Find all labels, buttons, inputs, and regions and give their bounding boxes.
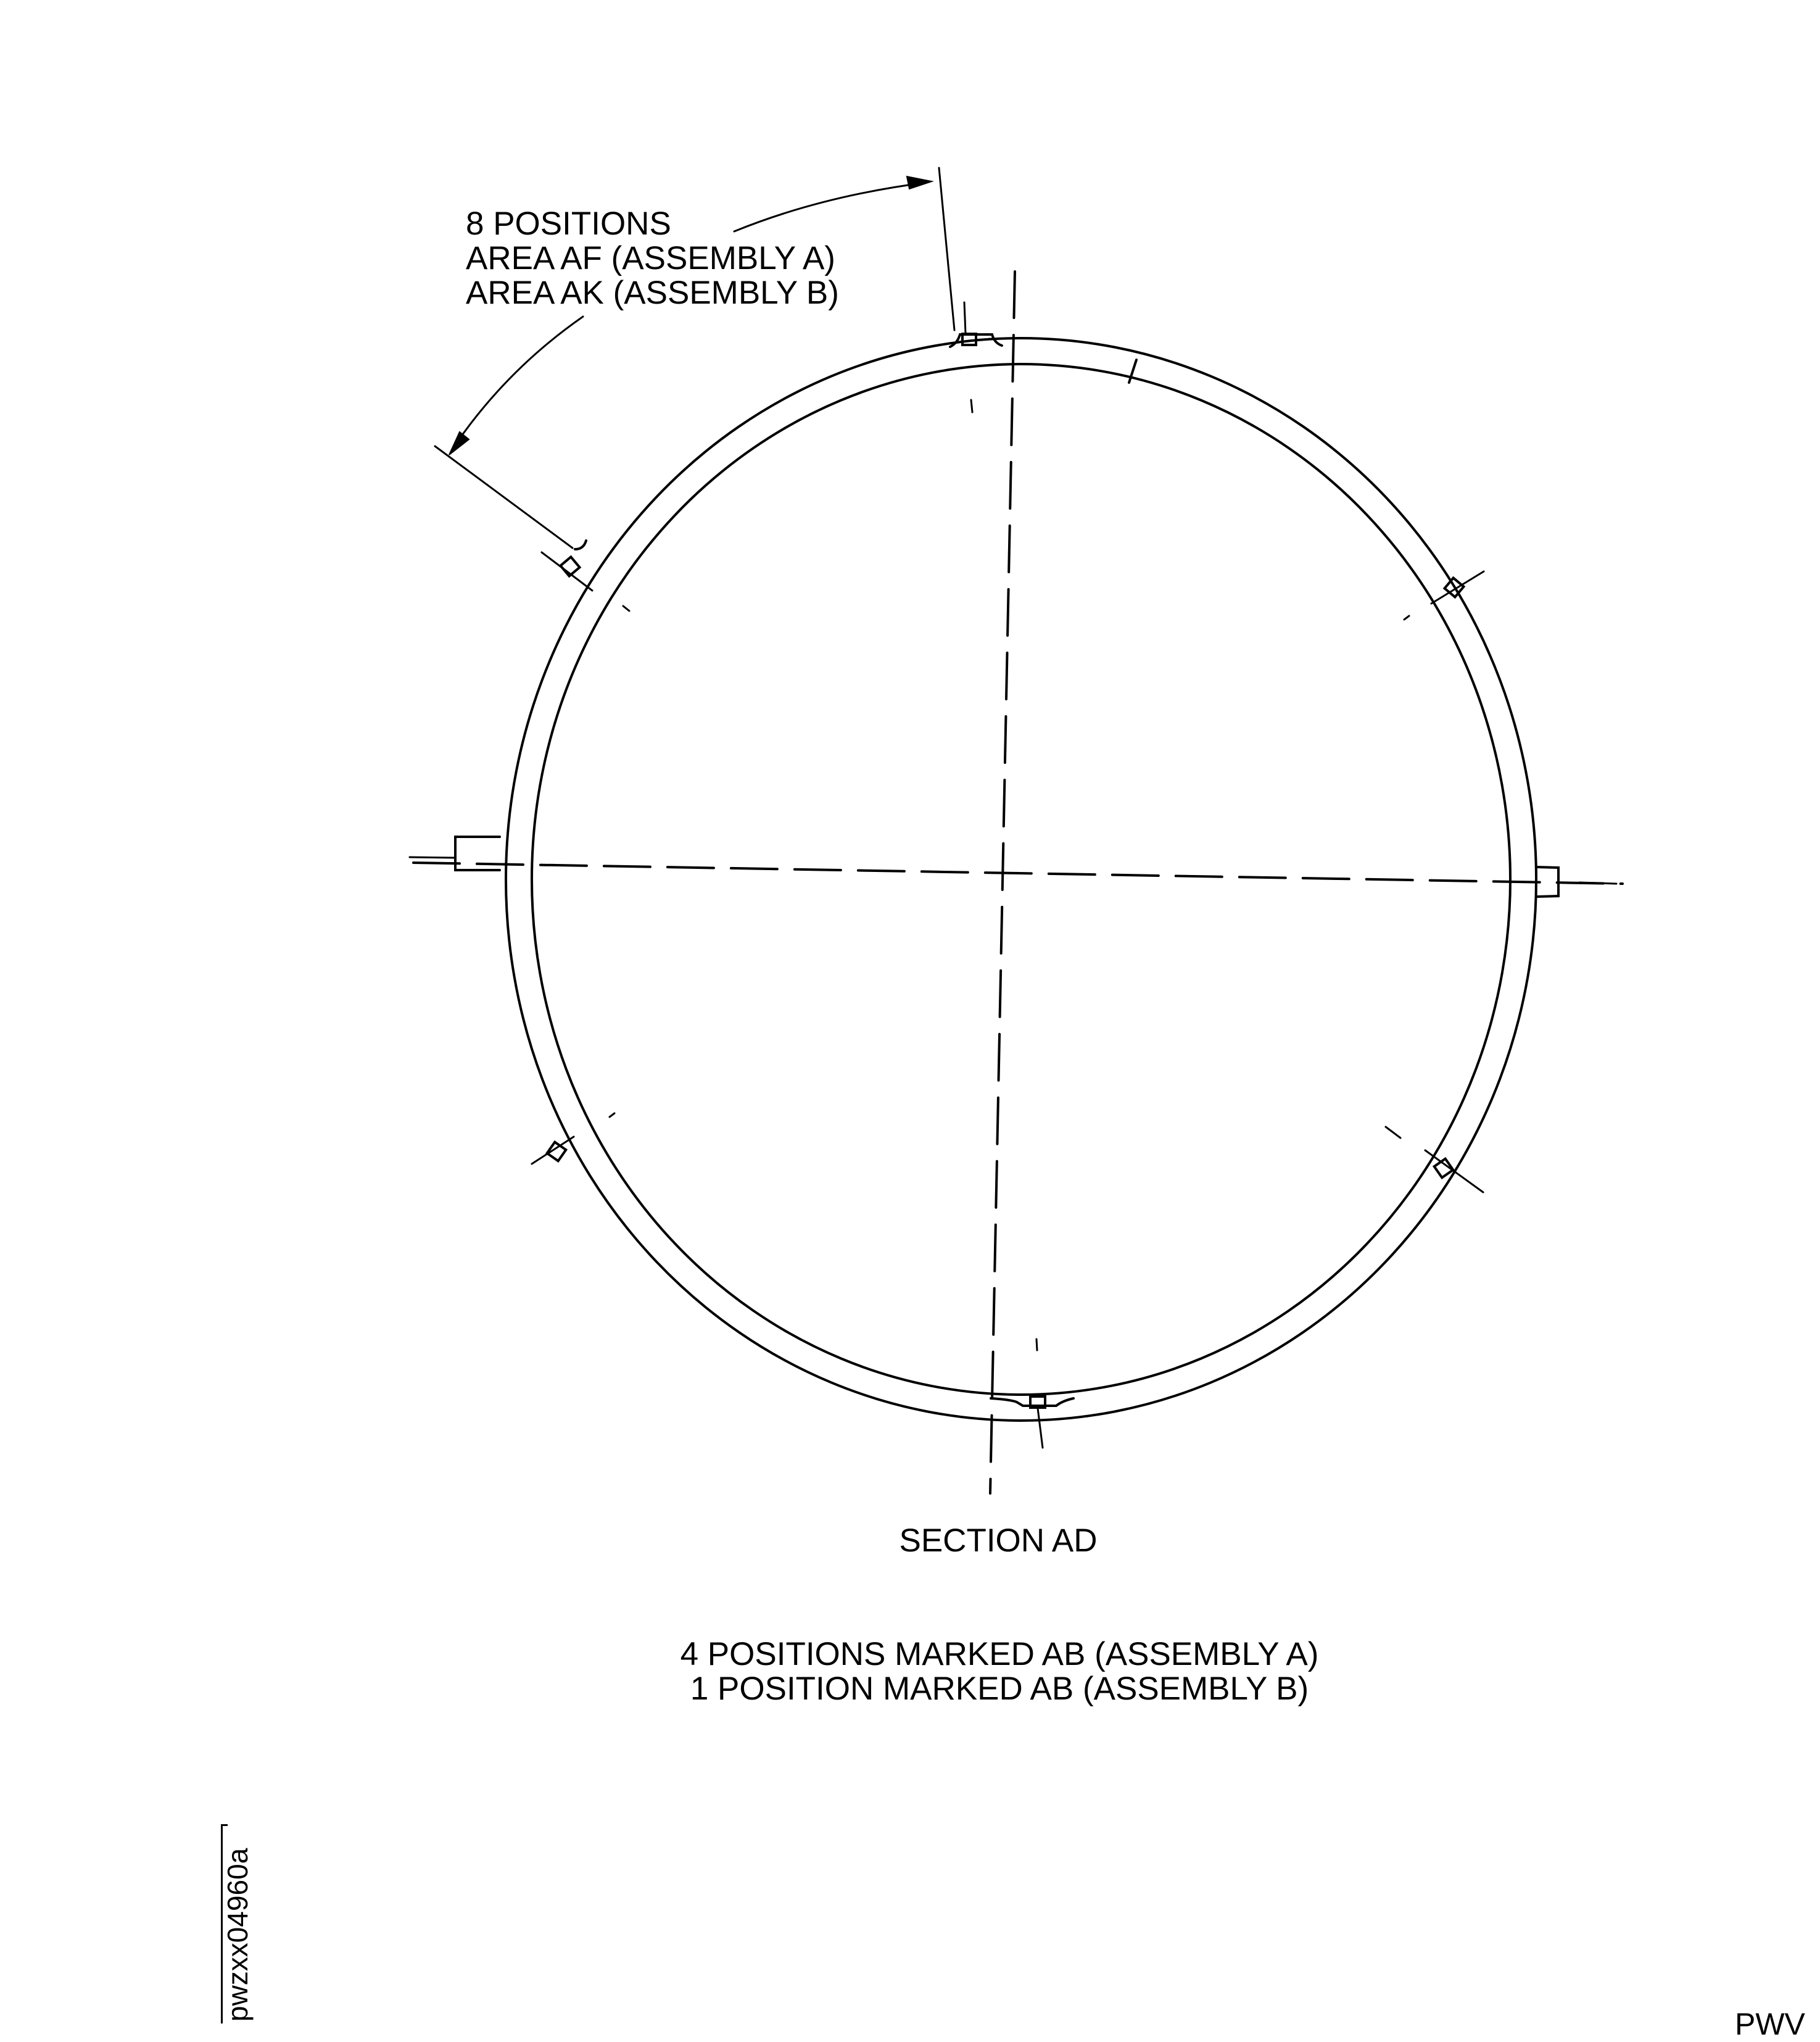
callout-line: 8 POSITIONS	[466, 205, 671, 242]
corner-code: PWV	[1735, 2007, 1805, 2041]
callout-arrowhead-top	[907, 176, 932, 189]
callout-extension-left	[435, 446, 573, 548]
marking-note-line: 1 POSITION MARKED AB (ASSEMBLY B)	[690, 1671, 1309, 1707]
position-tab-top	[950, 302, 1002, 412]
callout-leader-left	[453, 317, 583, 447]
callout-line: AREA AF (ASSEMBLY A)	[466, 240, 835, 276]
position-tab-upper-right	[1404, 571, 1484, 620]
section-title: SECTION AD	[899, 1522, 1098, 1559]
callout-extension-top	[939, 168, 954, 330]
position-tab-lower-left	[532, 1113, 614, 1164]
ring-inner-contour	[532, 364, 1510, 1395]
position-tab-upper-left	[542, 541, 629, 611]
center-lines	[413, 272, 1623, 1493]
callout-arrowhead-left	[449, 432, 469, 455]
callout-line: AREA AK (ASSEMBLY B)	[466, 275, 839, 311]
vertical-center-line	[990, 272, 1015, 1493]
positions-callout	[466, 207, 839, 310]
position-tab-lower-right	[1386, 1127, 1483, 1192]
drawing-reference-id: pwzxx04960a	[221, 1848, 254, 2022]
marking-notes	[617, 1637, 1382, 1706]
marking-note-line: 4 POSITIONS MARKED AB (ASSEMBLY A)	[680, 1636, 1319, 1672]
horizontal-center-line	[413, 863, 1623, 884]
